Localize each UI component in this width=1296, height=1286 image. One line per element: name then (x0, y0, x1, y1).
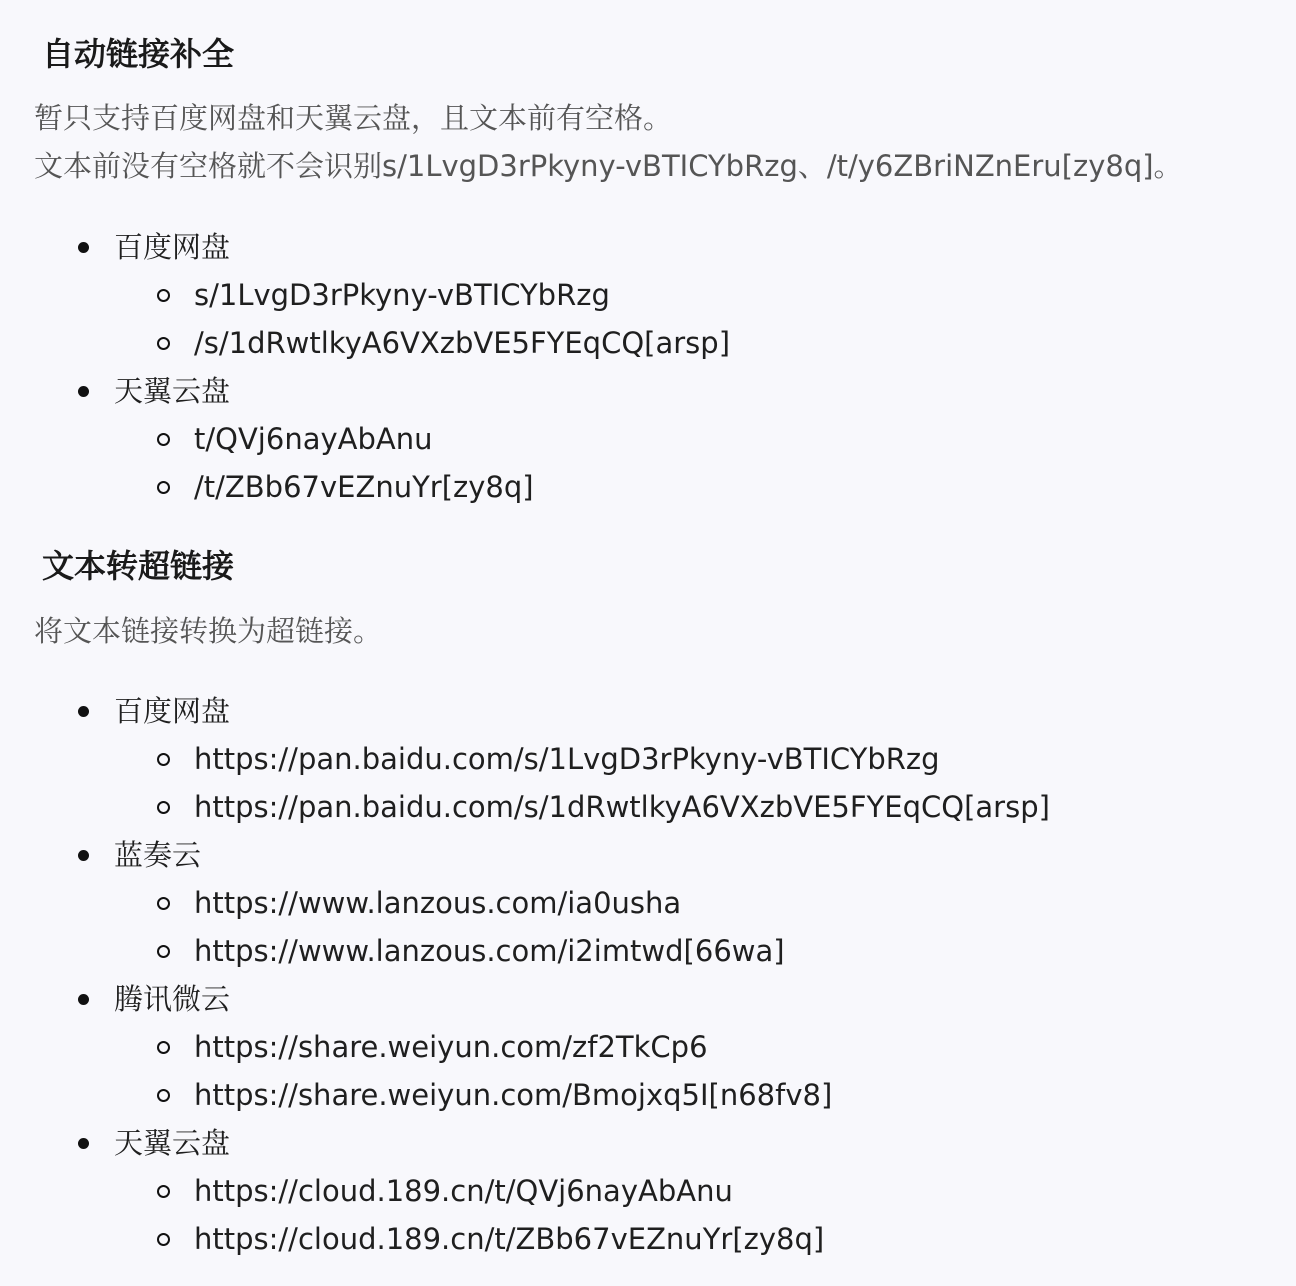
circle-bullet-icon (157, 433, 170, 446)
sub-list-item (0, 879, 1296, 927)
list-item-label: 蓝奏云 (114, 838, 202, 872)
sub-list-item (0, 415, 1296, 463)
circle-bullet-icon (157, 337, 170, 350)
link-text: t/QVj6nayAbAnu (194, 422, 433, 456)
link-text: https://share.weiyun.com/Bmojxq5I[n68fv8] (194, 1078, 833, 1112)
section-description (34, 607, 382, 655)
description-line: 暂只支持百度网盘和天翼云盘，且文本前有空格。 (34, 101, 673, 135)
list-item-row (0, 367, 1296, 415)
list-item-row (0, 1119, 1296, 1167)
sub-list-item (0, 319, 1296, 367)
link-text: https://www.lanzous.com/i2imtwd[66wa] (194, 934, 785, 968)
sub-list-item (0, 783, 1296, 831)
bullet-icon (78, 994, 89, 1005)
list-item-baidu (0, 223, 1296, 367)
bullet-icon (78, 706, 89, 717)
sub-list (0, 271, 1296, 367)
sub-list-item (0, 463, 1296, 511)
sub-list-item (0, 1215, 1296, 1263)
list-item-baidu (0, 687, 1296, 831)
circle-bullet-icon (157, 1233, 170, 1246)
description-line: 文本前没有空格就不会识别s/1LvgD3rPkyny-vBTICYbRzg、/t/y6ZBriNZnEru[zy8q]。 (34, 149, 1183, 183)
list-item-label: 百度网盘 (114, 694, 231, 728)
bullet-icon (78, 850, 89, 861)
sub-list-item (0, 1167, 1296, 1215)
circle-bullet-icon (157, 1185, 170, 1198)
sub-list-item (0, 927, 1296, 975)
list-item-row (0, 223, 1296, 271)
bullet-icon (78, 242, 89, 253)
circle-bullet-icon (157, 801, 170, 814)
link-text: https://pan.baidu.com/s/1LvgD3rPkyny-vBTICYbRzg (194, 742, 940, 776)
link-text: /s/1dRwtlkyA6VXzbVE5FYEqCQ[arsp] (194, 326, 731, 360)
list-item-tianyi (0, 367, 1296, 511)
link-text: https://cloud.189.cn/t/QVj6nayAbAnu (194, 1174, 733, 1208)
description-line: 将文本链接转换为超链接。 (34, 614, 383, 648)
sub-list-item (0, 1023, 1296, 1071)
link-text: https://www.lanzous.com/ia0usha (194, 886, 682, 920)
list-item-lanzou (0, 831, 1296, 975)
list-item-label: 腾讯微云 (114, 982, 231, 1016)
sub-list-item (0, 735, 1296, 783)
link-text: https://pan.baidu.com/s/1dRwtlkyA6VXzbVE5FYEqCQ[arsp] (194, 790, 1050, 824)
sub-list (0, 735, 1296, 831)
list-item-row (0, 831, 1296, 879)
circle-bullet-icon (157, 1041, 170, 1054)
section-description (34, 94, 1183, 190)
list-item-row (0, 687, 1296, 735)
provider-list (0, 687, 1296, 1263)
list-item-row (0, 975, 1296, 1023)
sub-list (0, 879, 1296, 975)
list-item-label: 百度网盘 (114, 230, 231, 264)
circle-bullet-icon (157, 289, 170, 302)
link-text: /t/ZBb67vEZnuYr[zy8q] (194, 470, 534, 504)
circle-bullet-icon (157, 1089, 170, 1102)
sub-list-item (0, 1071, 1296, 1119)
sub-list (0, 415, 1296, 511)
sub-list (0, 1023, 1296, 1119)
list-item-label: 天翼云盘 (114, 374, 231, 408)
provider-list (0, 223, 1296, 511)
sub-list (0, 1167, 1296, 1263)
circle-bullet-icon (157, 481, 170, 494)
sub-list-item (0, 271, 1296, 319)
circle-bullet-icon (157, 897, 170, 910)
link-text: https://cloud.189.cn/t/ZBb67vEZnuYr[zy8q] (194, 1222, 825, 1256)
bullet-icon (78, 1138, 89, 1149)
link-text: s/1LvgD3rPkyny-vBTICYbRzg (194, 278, 610, 312)
list-item-weiyun (0, 975, 1296, 1119)
circle-bullet-icon (157, 753, 170, 766)
list-item-tianyi (0, 1119, 1296, 1263)
bullet-icon (78, 386, 89, 397)
section-heading-text-to-hyperlink: 文本转超链接 (42, 547, 235, 585)
circle-bullet-icon (157, 945, 170, 958)
list-item-label: 天翼云盘 (114, 1126, 231, 1160)
section-heading-auto-link-completion: 自动链接补全 (42, 35, 235, 73)
link-text: https://share.weiyun.com/zf2TkCp6 (194, 1030, 708, 1064)
